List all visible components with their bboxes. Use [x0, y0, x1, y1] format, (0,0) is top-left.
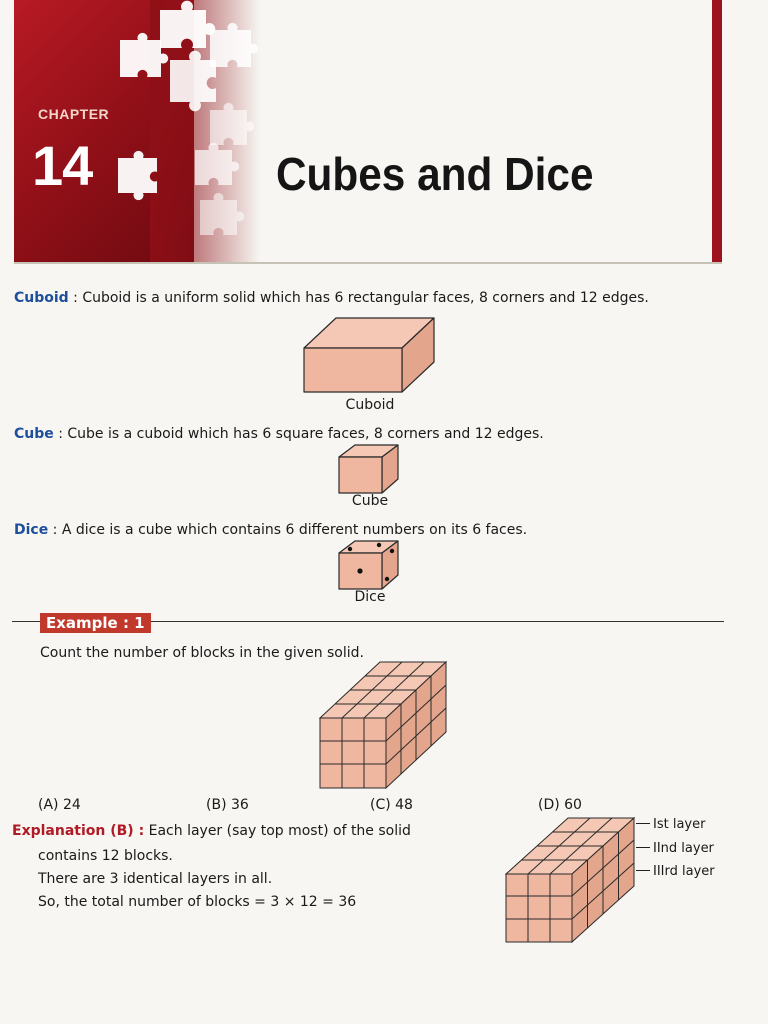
explanation-label: Explanation (B) : [12, 823, 145, 839]
puzzle-pieces-art [100, 0, 270, 262]
explanation-text-1: Each layer (say top most) of the solid [144, 823, 411, 839]
dice-definition [14, 520, 527, 540]
cuboid-term: Cuboid [14, 290, 69, 306]
dice-term: Dice [14, 522, 49, 538]
explanation-line-1 [12, 821, 411, 841]
option-a: (A) 24 [38, 797, 81, 813]
chapter-label: CHAPTER [38, 106, 110, 122]
cuboid-text: : Cuboid is a uniform solid which has 6 rectangular faces, 8 corners and 12 edges. [68, 290, 649, 306]
cuboid-figure [300, 312, 440, 396]
chapter-number: 14 [32, 134, 93, 197]
cuboid-caption: Cuboid [345, 397, 395, 413]
chapter-side-bar [712, 0, 722, 262]
chapter-title: Cubes and Dice [276, 148, 594, 200]
layer-1-label: Ist layer [653, 817, 706, 832]
layer-3-pointer [636, 870, 650, 871]
option-d: (D) 60 [538, 797, 582, 813]
cuboid-definition [14, 288, 649, 308]
dice-caption: Dice [354, 589, 386, 605]
cube-caption: Cube [351, 493, 389, 509]
header-rule [14, 262, 722, 264]
layer-1-pointer [636, 823, 650, 824]
dice-figure [336, 539, 402, 591]
cube-term: Cube [14, 426, 54, 442]
example-solid-figure [316, 658, 450, 792]
explanation-line-3: There are 3 identical layers in all. [38, 871, 273, 887]
cube-figure [336, 443, 402, 495]
layered-solid-figure [502, 814, 638, 946]
explanation-line-4: So, the total number of blocks = 3 × 12 = 36 [38, 894, 357, 910]
cube-definition [14, 424, 544, 444]
layer-2-label: IInd layer [653, 841, 714, 856]
layer-3-label: IIIrd layer [653, 864, 715, 879]
example-question: Count the number of blocks in the given solid. [40, 645, 364, 661]
example-tag: Example : 1 [40, 613, 151, 633]
explanation-line-2: contains 12 blocks. [38, 848, 173, 864]
cube-text: : Cube is a cuboid which has 6 square faces, 8 corners and 12 edges. [53, 426, 544, 442]
option-b: (B) 36 [206, 797, 249, 813]
option-c: (C) 48 [370, 797, 413, 813]
layer-2-pointer [636, 847, 650, 848]
dice-text: : A dice is a cube which contains 6 different numbers on its 6 faces. [48, 522, 528, 538]
